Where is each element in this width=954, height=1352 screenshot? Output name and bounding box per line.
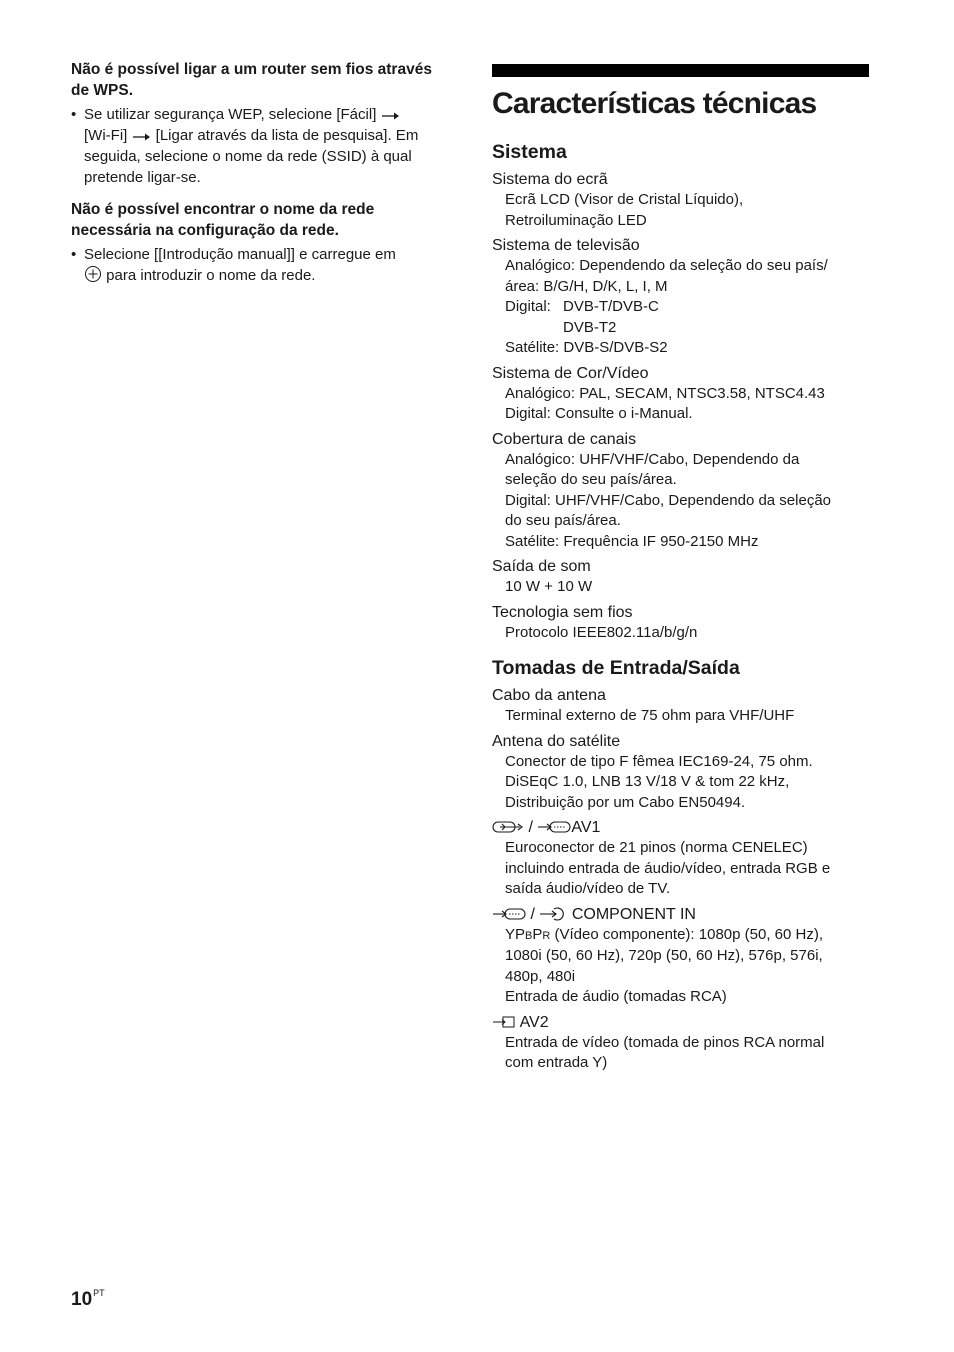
spec-value: Entrada de áudio (tomadas RCA): [505, 988, 727, 1005]
spec-value: saída áudio/vídeo de TV.: [505, 880, 671, 897]
spec-value: 1080i (50, 60 Hz), 720p (50, 60 Hz), 576p, 576i,: [505, 947, 823, 964]
faq-answer-text: Se utilizar segurança WEP, selecione [Fácil]: [84, 106, 377, 123]
slash-text: /: [530, 905, 535, 923]
spec-value-list: [563, 297, 659, 338]
spec-panel-system: [492, 169, 869, 231]
spec-value: Distribuição por um Cabo EN50494.: [505, 793, 746, 811]
spec-wireless: [492, 602, 869, 644]
spec-value: 10 W + 10 W: [505, 578, 593, 595]
spec-value: Analógico: Dependendo da seleção do seu país/: [505, 257, 828, 274]
video-in-icon: [492, 906, 526, 922]
page-number: [71, 1282, 105, 1311]
spec-label: Antena do satélite: [492, 732, 621, 750]
page-language-code: PT: [93, 1288, 105, 1298]
spec-value: Analógico: PAL, SECAM, NTSC3.58, NTSC4.43: [505, 384, 825, 402]
spec-value: seleção do seu país/área.: [505, 471, 677, 488]
section-title-io: Tomadas de Entrada/Saída: [492, 657, 740, 679]
spec-value: Conector de tipo F fêmea IEC169-24, 75 ohm.: [505, 752, 813, 770]
spec-label: Saída de som: [492, 558, 591, 575]
spec-tv-system: [492, 235, 869, 359]
slash-text: /: [528, 819, 533, 836]
spec-label: Sistema de televisão: [492, 237, 640, 254]
spec-value: Entrada de vídeo (tomada de pinos RCA normal: [505, 1033, 825, 1051]
faq-answer-text: [Ligar através da lista de pesquisa]. Em seguida, selecione o nome da rede (SSID) à qual pretende ligar-se.: [84, 127, 419, 186]
spec-value: DVB-T2: [563, 318, 617, 336]
spec-value: Satélite: Frequência IF 950-2150 MHz: [505, 532, 759, 550]
page-number-text: 10: [71, 1289, 93, 1310]
spec-value: Protocolo IEEE802.11a/b/g/n: [505, 623, 698, 641]
spec-value: Ecrã LCD (Visor de Cristal Líquido),: [505, 191, 744, 208]
spec-label: Cabo da antena: [492, 687, 606, 704]
right-column: [492, 64, 869, 1078]
arrow-right-icon: [132, 131, 152, 143]
scart-io-icon: [492, 819, 524, 835]
video-in-icon: [537, 819, 571, 835]
spec-satellite: [492, 731, 869, 814]
spec-value: Retroiluminação LED: [505, 211, 647, 229]
faq-answer-text: para introduzir o nome da rede.: [106, 267, 316, 284]
spec-value: Terminal externo de 75 ohm para VHF/UHF: [505, 707, 795, 724]
faq-answer-text: Selecione [[Introdução manual]] e carregue em: [84, 246, 396, 263]
spec-value-key: Digital:: [505, 298, 551, 315]
spec-value: Analógico: UHF/VHF/Cabo, Dependendo da: [505, 450, 800, 468]
section-header-bar: [492, 64, 869, 77]
faq-question-network-name: Não é possível encontrar o nome da rede necessária na configuração da rede.: [71, 201, 375, 239]
spec-value: incluindo entrada de áudio/vídeo, entrada RGB e: [505, 859, 831, 877]
spec-sound-output: [492, 556, 869, 598]
section-title-sistema: Sistema: [492, 141, 567, 163]
spec-label: Sistema de Cor/Vídeo: [492, 364, 649, 382]
component-p: P: [532, 925, 543, 943]
component-b: B: [525, 929, 533, 942]
spec-value: Digital: Consulte o i-Manual.: [505, 405, 693, 422]
spec-label-text: AV1: [571, 819, 601, 836]
spec-value: (Vídeo componente): 1080p (50, 60 Hz),: [550, 925, 824, 943]
spec-label-component: [492, 904, 869, 925]
spec-value: DVB-T/DVB-C: [563, 298, 659, 315]
left-column: [71, 59, 433, 286]
plus-circle-icon: [84, 265, 102, 283]
spec-channel-coverage: [492, 429, 869, 553]
spec-label: Cobertura de canais: [492, 430, 637, 448]
spec-antenna: [492, 685, 869, 727]
faq-answer-wps: [71, 104, 433, 188]
spec-color-system: [492, 363, 869, 425]
component-r: R: [542, 929, 551, 942]
spec-value: DiSEqC 1.0, LNB 13 V/18 V & tom 22 kHz,: [505, 773, 790, 790]
spec-value: 480p, 480i: [505, 967, 576, 985]
arrow-right-icon: [381, 110, 401, 122]
input-icon: [539, 906, 567, 922]
page-title: Características técnicas: [492, 87, 817, 120]
spec-value: área: B/G/H, D/K, L, I, M: [505, 277, 668, 295]
spec-label: Sistema do ecrã: [492, 171, 608, 188]
spec-label-av1: [492, 817, 869, 838]
faq-answer-network-name: [71, 244, 433, 286]
input-icon: [492, 1014, 516, 1030]
spec-label: Tecnologia sem fios: [492, 603, 633, 621]
spec-value: com entrada Y): [505, 1054, 608, 1071]
faq-question-wps: Não é possível ligar a um router sem fios através de WPS.: [71, 61, 432, 99]
spec-av2: [492, 1012, 869, 1074]
component-p: P: [515, 925, 526, 943]
spec-value-component: [492, 925, 869, 947]
spec-component-in: [492, 904, 869, 1008]
spec-value: Satélite: DVB-S/DVB-S2: [505, 339, 668, 356]
spec-label-av2: [492, 1012, 869, 1033]
spec-value: Euroconector de 21 pinos (norma CENELEC): [505, 839, 808, 856]
spec-label-text: AV2: [519, 1013, 549, 1031]
spec-label-text: COMPONENT IN: [571, 905, 696, 923]
faq-answer-text: [Wi-Fi]: [84, 127, 128, 144]
component-y: Y: [505, 925, 516, 943]
spec-value: Digital: UHF/VHF/Cabo, Dependendo da seleção: [505, 491, 832, 509]
spec-value-digital: [492, 297, 869, 338]
spec-av1: [492, 817, 869, 900]
spec-value: do seu país/área.: [505, 512, 621, 529]
